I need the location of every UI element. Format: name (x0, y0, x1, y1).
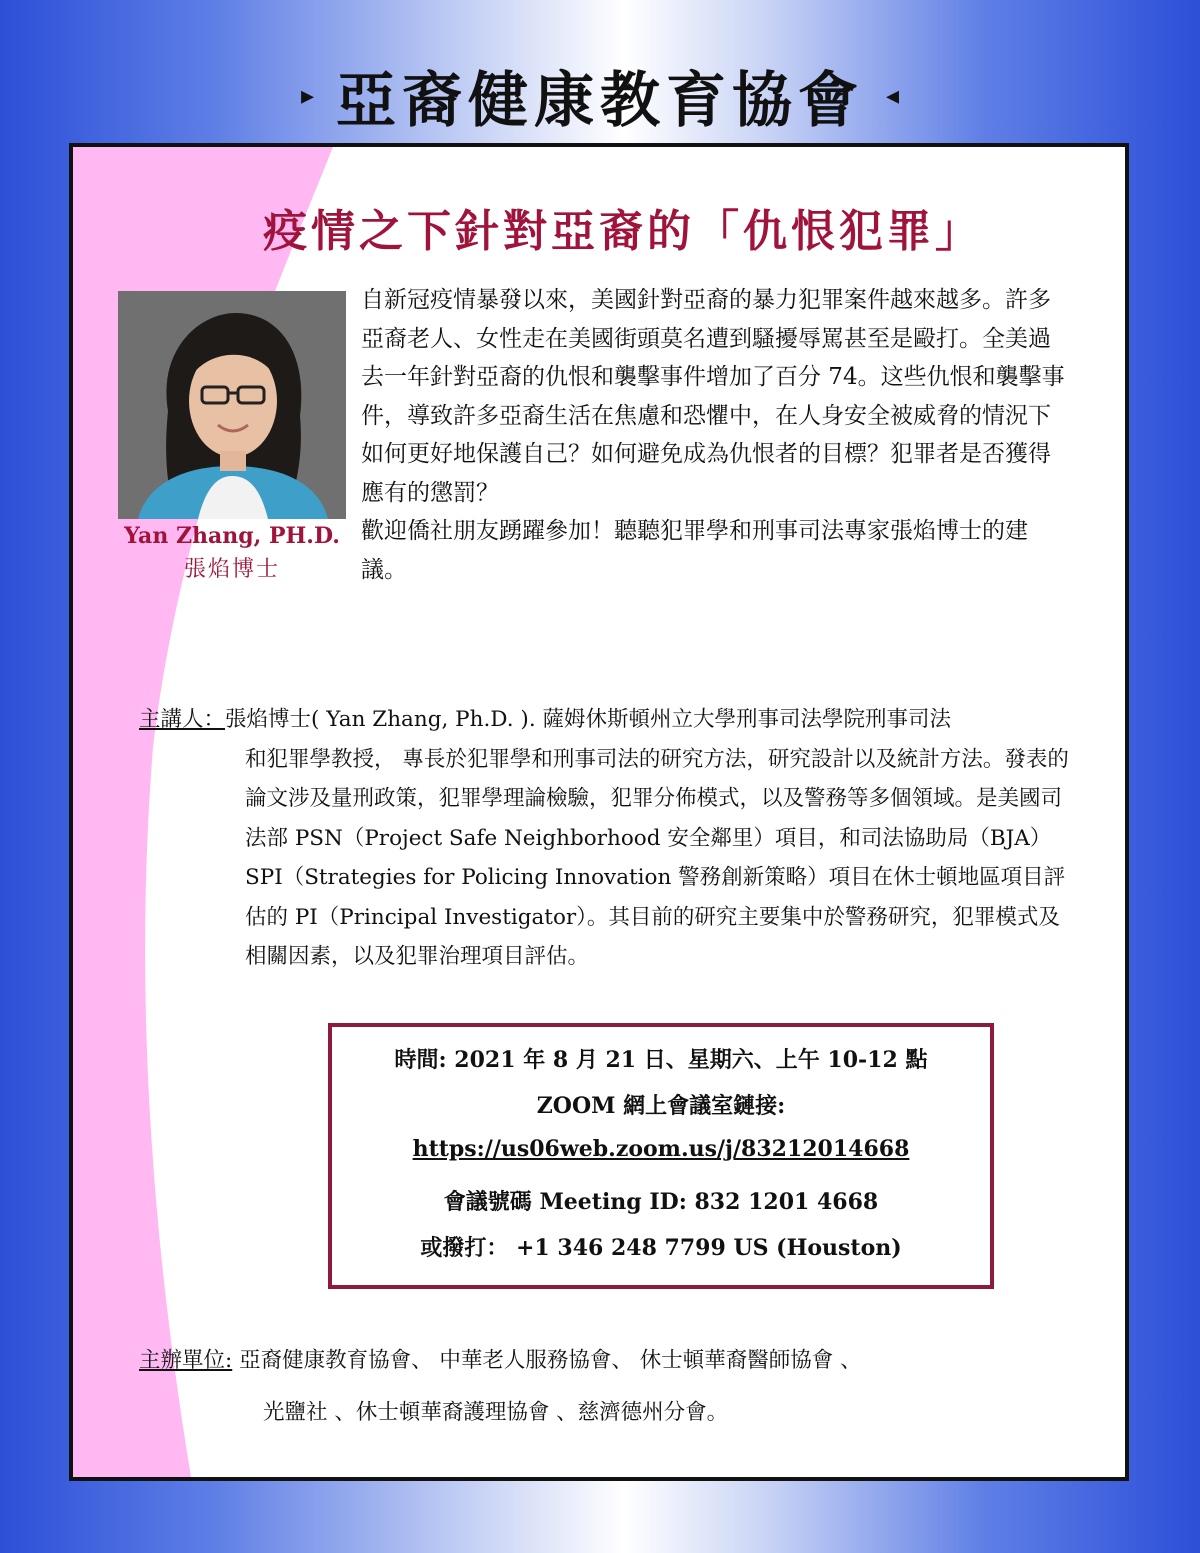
speaker-name-en: Yan Zhang, PH.D. (124, 523, 340, 549)
event-time: 時間: 2021 年 8 月 21 日、星期六、上午 10-12 點 (394, 1047, 928, 1073)
hosts-label: 主辦單位: (139, 1348, 233, 1373)
flyer-panel (69, 143, 1129, 1481)
speaker-bio (139, 700, 1069, 977)
org-title: 亞裔健康教育協會 (336, 66, 864, 136)
left-triangle-icon: ▸ (300, 81, 314, 111)
event-info-box (328, 1023, 994, 1289)
zoom-label: ZOOM 網上會議室鏈接: (536, 1093, 786, 1119)
intro-text (361, 281, 1066, 589)
intro-invitation: 歡迎僑社朋友踴躍參加！聽聽犯罪學和刑事司法專家張焰博士的建議。 (361, 518, 1028, 583)
speaker-bio-rest: 和犯罪學教授， 專長於犯罪學和刑事司法的研究方法，研究設計以及統計方法。發表的論文涉及量刑政策，犯罪學理論檢驗，犯罪分佈模式，以及警務等多個領域。是美國司法部 PSN（Project Safe Neighborhood 安全鄰里）項目，和司法協助局（BJA）SPI（Strategies for Policing Innovation 警務創新策略）項目在休士頓地區項目評估的 PI（Principal Investigator）。其目前的研究主要集中於警務研究，犯罪模式及相關因素，以及犯罪治理項目評估。 (245, 746, 1069, 969)
speaker-photo (118, 291, 346, 519)
speaker-bio-line1: 張焰博士( Yan Zhang, Ph.D. ). 薩姆休斯頓州立大學刑事司法學院刑事司法 (225, 707, 951, 732)
hosts-first-line (139, 1348, 862, 1373)
hosts-section (139, 1335, 1069, 1439)
speaker-label: 主講人： (139, 707, 226, 732)
speaker-bio-first-line (139, 700, 1069, 740)
dial-in: 或撥打： +1 346 248 7799 US (Houston) (420, 1235, 902, 1261)
org-header (0, 58, 1200, 134)
right-triangle-icon: ◂ (886, 81, 900, 111)
hosts-line2: 光鹽社 、休士頓華裔護理協會 、慈濟德州分會。 (263, 1400, 729, 1425)
meeting-id: 會議號碼 Meeting ID: 832 1201 4668 (443, 1189, 879, 1215)
hosts-line1: 亞裔健康教育協會、 中華老人服務協會、 休士頓華裔醫師協會 、 (239, 1348, 862, 1373)
zoom-link[interactable]: https://us06web.zoom.us/j/83212014668 (412, 1136, 910, 1162)
event-title: 疫情之下針對亞裔的「仇恨犯罪」 (263, 206, 983, 257)
intro-paragraph: 自新冠疫情暴發以來，美國針對亞裔的暴力犯罪案件越來越多。許多亞裔老人、女性走在美國街頭莫名遭到騷擾辱罵甚至是毆打。全美過去一年針對亞裔的仇恨和襲擊事件增加了百分 74。这些仇恨和襲擊事件，導致許多亞裔生活在焦慮和恐懼中，在人身安全被威脅的情況下如何更好地保護自己？如何避免成為仇恨者的目標？犯罪者是否獲得應有的懲罰？ (361, 287, 1065, 506)
speaker-name-zh: 張焰博士 (183, 557, 280, 582)
